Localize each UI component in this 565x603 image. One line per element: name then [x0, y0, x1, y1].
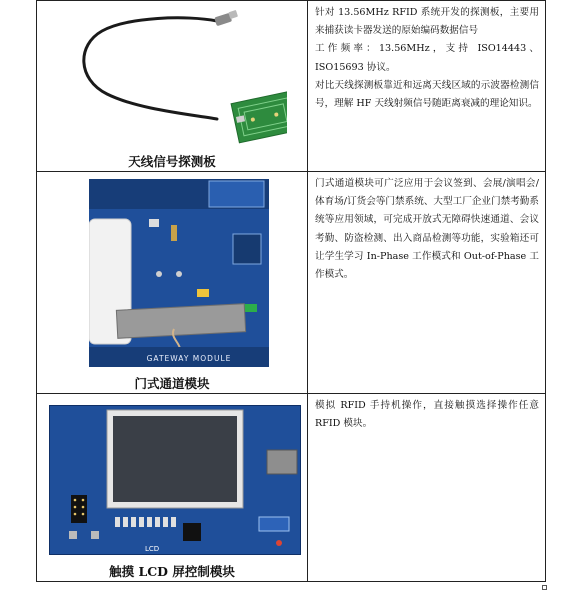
paragraph-end-marker	[542, 585, 547, 590]
module-table	[36, 0, 546, 582]
description-text: 工作频率：13.56MHz，支持 ISO14443、ISO15693 协议。	[315, 43, 539, 73]
row-caption: 门式通道模块	[134, 376, 210, 391]
description-cell	[308, 172, 545, 393]
gateway-board-image	[89, 179, 269, 367]
antenna-probe-board-photo	[67, 9, 287, 144]
description-text: 对比天线探测板靠近和远离天线区域的示波器检测信号，理解 HF 天线射频信号随距离衰减的理论知识。	[315, 79, 539, 110]
image-cell	[37, 1, 308, 171]
table-row	[37, 394, 545, 581]
row-caption: 天线信号探测板	[128, 154, 216, 169]
description-cell	[308, 1, 545, 171]
table-row	[37, 172, 545, 394]
row-caption: 触摸 LCD 屏控制模块	[109, 564, 235, 579]
board-silkscreen-label: LCD	[145, 545, 160, 553]
description-text: 门式通道模块可广泛应用于会议签到、会展/演唱会/体育场/订货会等门禁系统、大型工厂企业门禁考勤系统等应用领域，可完成开放式无障碍快速通道、会议考勤、防盗检测、出入商品检测等功能，实验箱还可让学生学习 In-Phase 工作模式和 Out-of-Phase 工作模式。	[315, 178, 539, 281]
description-text: 针对 13.56MHz RFID 系统开发的探测板，主要用来捕获读卡器发送的原始编码数据信号	[315, 7, 539, 37]
description-cell	[308, 394, 545, 581]
board-silkscreen-label: GATEWAY MODULE	[146, 354, 232, 363]
gateway-module-photo	[89, 179, 269, 367]
table-row	[37, 1, 545, 172]
touch-lcd-module-photo	[49, 405, 301, 555]
probe-board-image	[67, 9, 287, 144]
image-cell	[37, 172, 308, 393]
lcd-board-image	[49, 405, 301, 555]
image-cell	[37, 394, 308, 581]
description-text: 模拟 RFID 手持机操作，直接触摸选择操作任意 RFID 模块。	[315, 400, 539, 430]
